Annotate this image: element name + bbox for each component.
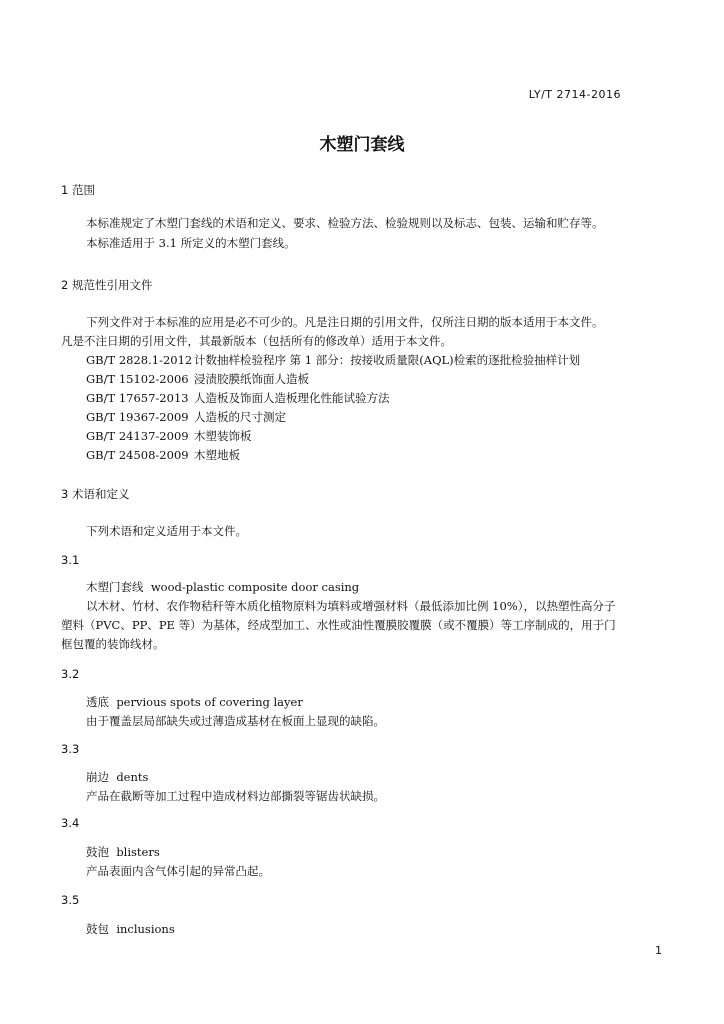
term-number: 3.2 <box>61 667 80 681</box>
reference-item <box>86 408 286 428</box>
term-definition-line: 以木材、竹材、农作物秸秆等木质化植物原料为填料或增强材料（最低添加比例 10%），以热塑性高分子 <box>86 599 616 613</box>
term-heading <box>86 843 160 863</box>
reference-item <box>86 446 240 466</box>
terms-intro: 下列术语和定义适用于本文件。 <box>86 524 247 538</box>
section-heading-normative-references: 2 规范性引用文件 <box>61 278 153 292</box>
term-definition-line: 产品表面内含气体引起的异常凸起。 <box>86 864 270 878</box>
reference-title: 木塑地板 <box>194 448 240 462</box>
reference-item <box>86 389 390 409</box>
references-intro-line-2: 凡是不注日期的引用文件，其最新版本（包括所有的修改单）适用于本文件。 <box>61 334 452 348</box>
term-heading <box>86 693 303 713</box>
term-english: dents <box>116 770 149 784</box>
section-heading-terms-definitions: 3 术语和定义 <box>61 487 130 501</box>
reference-title: 浸渍胶膜纸饰面人造板 <box>194 372 309 386</box>
document-title: 木塑门套线 <box>319 135 405 155</box>
scope-line-2: 本标准适用于 3.1 所定义的木塑门套线。 <box>86 236 296 250</box>
reference-title: 人造板及饰面人造板理化性能试验方法 <box>194 391 390 405</box>
reference-code: GB/T 2828.1-2012 <box>86 353 193 367</box>
term-heading <box>86 578 359 598</box>
reference-title: 计数抽样检验程序 第 1 部分：按接收质量限(AQL)检索的逐批检验抽样计划 <box>194 353 581 367</box>
term-number: 3.3 <box>61 742 80 756</box>
term-definition-line: 塑料（PVC、PP、PE 等）为基体，经成型加工、水性或油性覆膜胶覆膜（或不覆膜）等工序制成的，用于门 <box>61 618 616 632</box>
term-english: inclusions <box>116 922 175 936</box>
term-english: wood-plastic composite door casing <box>150 580 360 594</box>
term-heading <box>86 920 175 940</box>
reference-code: GB/T 24508-2009 <box>86 448 189 462</box>
reference-code: GB/T 15102-2006 <box>86 372 189 386</box>
references-intro-line-1: 下列文件对于本标准的应用是必不可少的。凡是注日期的引用文件，仅所注日期的版本适用于本文件。 <box>86 315 604 329</box>
reference-code: GB/T 24137-2009 <box>86 429 189 443</box>
reference-item <box>86 370 309 390</box>
term-english: pervious spots of covering layer <box>116 695 303 709</box>
reference-title: 人造板的尺寸测定 <box>194 410 286 424</box>
scope-line-1: 本标准规定了木塑门套线的术语和定义、要求、检验方法、检验规则以及标志、包装、运输和贮存等。 <box>86 216 604 230</box>
term-number: 3.4 <box>61 816 80 830</box>
term-number: 3.5 <box>61 893 80 907</box>
term-definition-line: 由于覆盖层局部缺失或过薄造成基材在板面上显现的缺陷。 <box>86 714 385 728</box>
reference-item <box>86 351 580 371</box>
reference-code: GB/T 17657-2013 <box>86 391 189 405</box>
reference-code: GB/T 19367-2009 <box>86 410 189 424</box>
reference-title: 木塑装饰板 <box>194 429 252 443</box>
standard-code: LY/T 2714-2016 <box>528 88 621 101</box>
term-chinese: 木塑门套线 <box>86 580 144 594</box>
term-definition-line: 产品在截断等加工过程中造成材料边部撕裂等锯齿状缺损。 <box>86 789 385 803</box>
section-heading-scope: 1 范围 <box>61 183 95 197</box>
reference-item <box>86 427 252 447</box>
term-chinese: 透底 <box>86 695 109 709</box>
page-number: 1 <box>655 944 662 957</box>
term-chinese: 鼓包 <box>86 922 109 936</box>
term-definition-line: 框包覆的装饰线材。 <box>61 637 165 651</box>
term-number: 3.1 <box>61 553 80 567</box>
term-english: blisters <box>116 845 160 859</box>
term-chinese: 崩边 <box>86 770 109 784</box>
term-chinese: 鼓泡 <box>86 845 109 859</box>
term-heading <box>86 768 148 788</box>
